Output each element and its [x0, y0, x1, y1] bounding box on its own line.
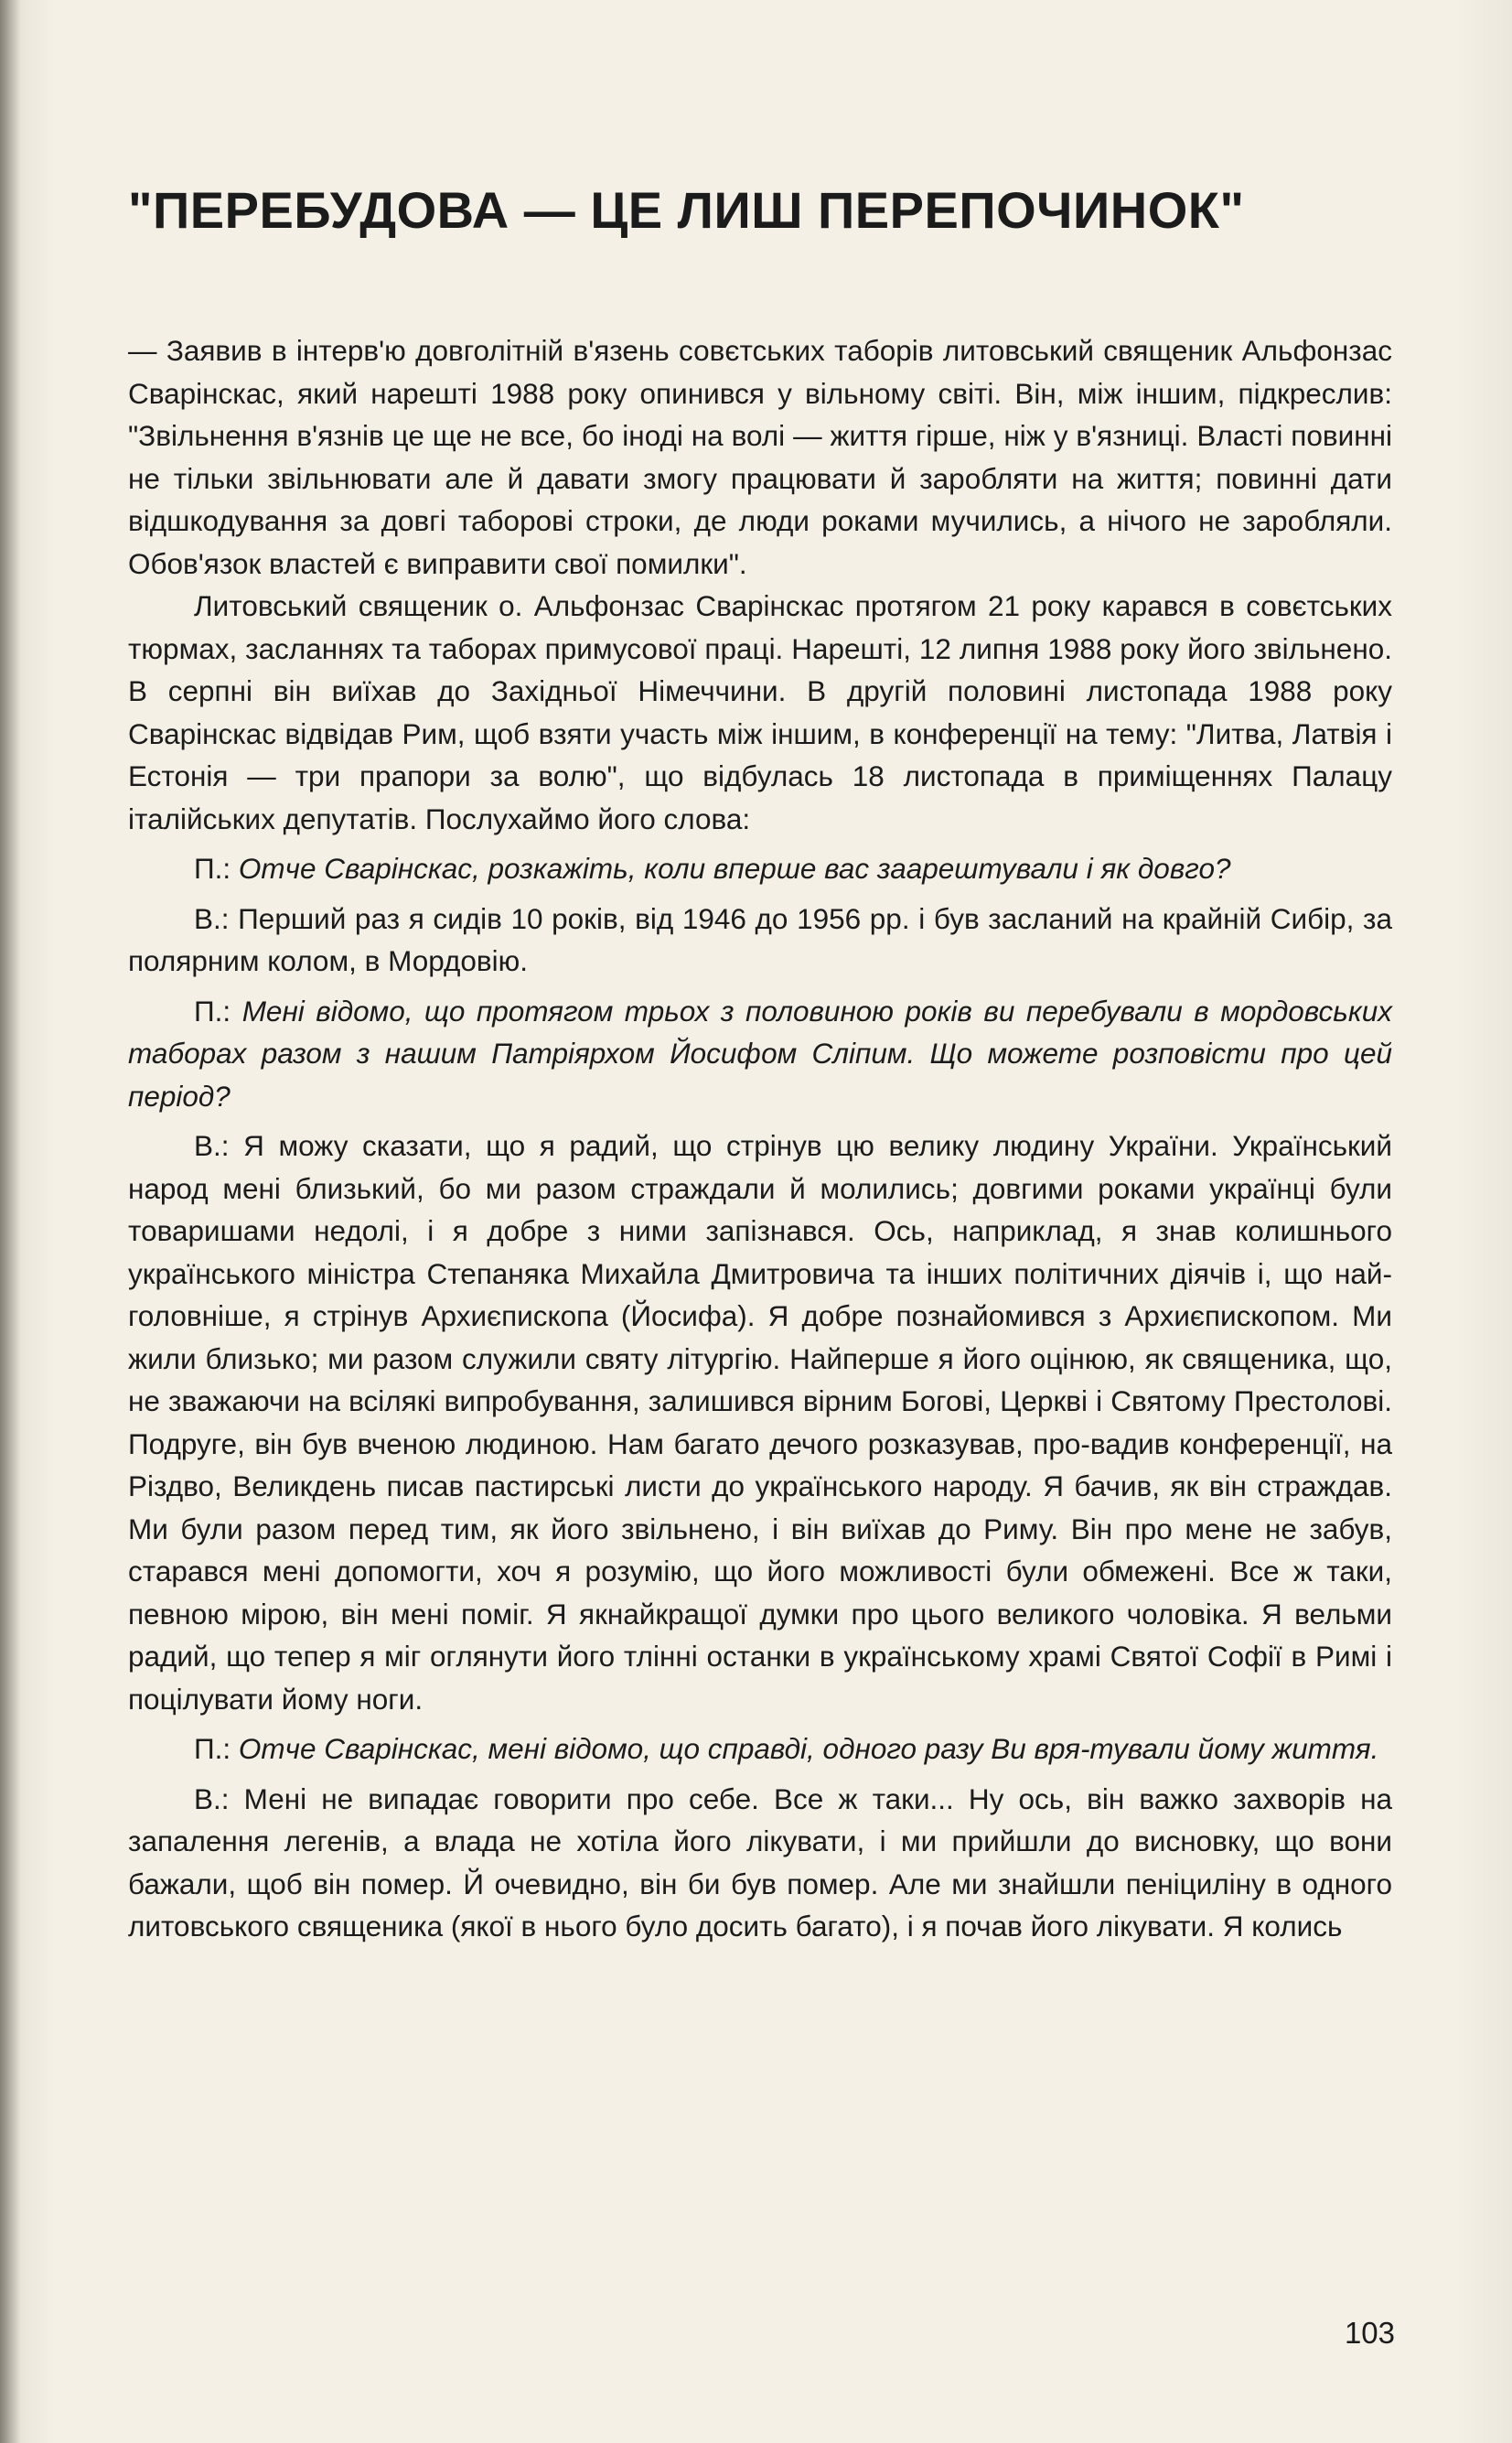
answer-text: Я можу сказати, що я радий, що стрінув цю велику людину України. Український народ мені близький, бо ми разом страждали й молились; довгими роками українці були товаришами недолі, і я добре з ними запізнався. Ось, наприклад, я знав колишнього українського міністра Степаняка Михайла Дмитровича та інших політичних діячів і, що най-головніше, я стрінув Архиєпископа (Йосифа). Я добре познайомився з Архиєпископом. Ми жили близько; ми разом служили святу літургію. Найперше я його оцінюю, як священика, що, не зважаючи на всілякі випробування, залишився вірним Богові, Церкві і Святому Престолові. Подруге, він був вченою людиною. Нам багато дечого розказував, про-вадив конференції, на Різдво, Великдень писав пастирські листи до українського народу. Я бачив, як він страждав. Ми були разом перед тим, як його звільнено, і він виїхав до Риму. Він про мене не забув, старався мені допомогти, хоч я розумію, що його можливості були обмежені. Все ж таки, певною мірою, він мені поміг. Я якнайкращої думки про цього великого чоловіка. Я вельми радий, що тепер я міг оглянути його тлінні останки в українському храмі Святої Софії в Римі і поцілувати йому ноги.	[128, 1129, 1392, 1716]
binding-shadow	[0, 0, 20, 2443]
question-text: Мені відомо, що протягом трьох з половиною років ви перебували в мордовських таборах разом з нашим Патріярхом Йосифом Сліпим. Що можете розповісти про цей період?	[128, 994, 1392, 1113]
question-text: Отче Сварінскас, розкажіть, коли вперше вас заарештували і як довго?	[238, 852, 1231, 885]
page-number: 103	[1344, 2316, 1395, 2350]
interview-question	[128, 990, 1392, 1118]
speaker-label: В.:	[194, 1129, 230, 1162]
interview-question	[128, 847, 1392, 890]
article-body	[128, 329, 1392, 1948]
interview-question	[128, 1727, 1392, 1770]
answer-text: Перший раз я сидів 10 років, від 1946 до 1956 рр. і був засланий на крайній Сибір, за полярним колом, в Мордовію.	[128, 901, 1392, 977]
article-title: "ПЕРЕБУДОВА — ЦЕ ЛИШ ПЕРЕПОЧИНОК"	[128, 181, 1245, 239]
answer-text: Мені не випадає говорити про себе. Все ж таки... Ну ось, він важко захворів на запалення легенів, а влада не хотіла його лікувати, і ми прийшли до висновку, що вони бажали, щоб він помер. Й очевидно, він би був помер. Але ми знайшли пеніциліну в одного литовського священика (якої в нього було досить багато), і я почав його лікувати. Я колись	[128, 1781, 1392, 1943]
question-text: Отче Сварінскас, мені відомо, що справді, одного разу Ви вря-тували йому життя.	[238, 1732, 1379, 1765]
speaker-label: П.:	[194, 1732, 231, 1765]
speaker-label: П.:	[194, 852, 231, 885]
interview-answer	[128, 898, 1392, 983]
speaker-label: П.:	[194, 994, 231, 1028]
speaker-label: В.:	[194, 1781, 230, 1815]
speaker-label: В.:	[194, 901, 230, 935]
intro-paragraph: Литовський священик о. Альфонзас Сварінскас протягом 21 року карався в совєтських тюрмах, засланнях та таборах примусової праці. Нарешті, 12 липня 1988 року його звільнено. В серпні він виїхав до Західньої Німеччини. В другій половині листопада 1988 року Сварінскас відвідав Рим, щоб взяти участь між іншим, в конференції на тему: "Литва, Латвія і Естонія — три прапори за волю", що відбулась 18 листопада в приміщеннях Палацу італійських депутатів. Послухаймо його слова:	[128, 589, 1392, 835]
interview-answer	[128, 1125, 1392, 1720]
intro-paragraph: — Заявив в інтерв'ю довголітній в'язень совєтських таборів литовський священик Альфонзас Сварінскас, який нарешті 1988 року опинився у вільному світі. Він, між іншим, підкреслив: "Звільнення в'язнів це ще не все, бо іноді на волі — життя гірше, ніж у в'язниці. Власті повинні не тільки звільнювати але й давати змогу працювати й заробляти на життя; повинні дати відшкодування за довгі таборові строки, де люди роками мучились, а нічого не заробляли. Обов'язок властей є виправити свої помилки".	[128, 334, 1392, 580]
interview-answer	[128, 1778, 1392, 1948]
